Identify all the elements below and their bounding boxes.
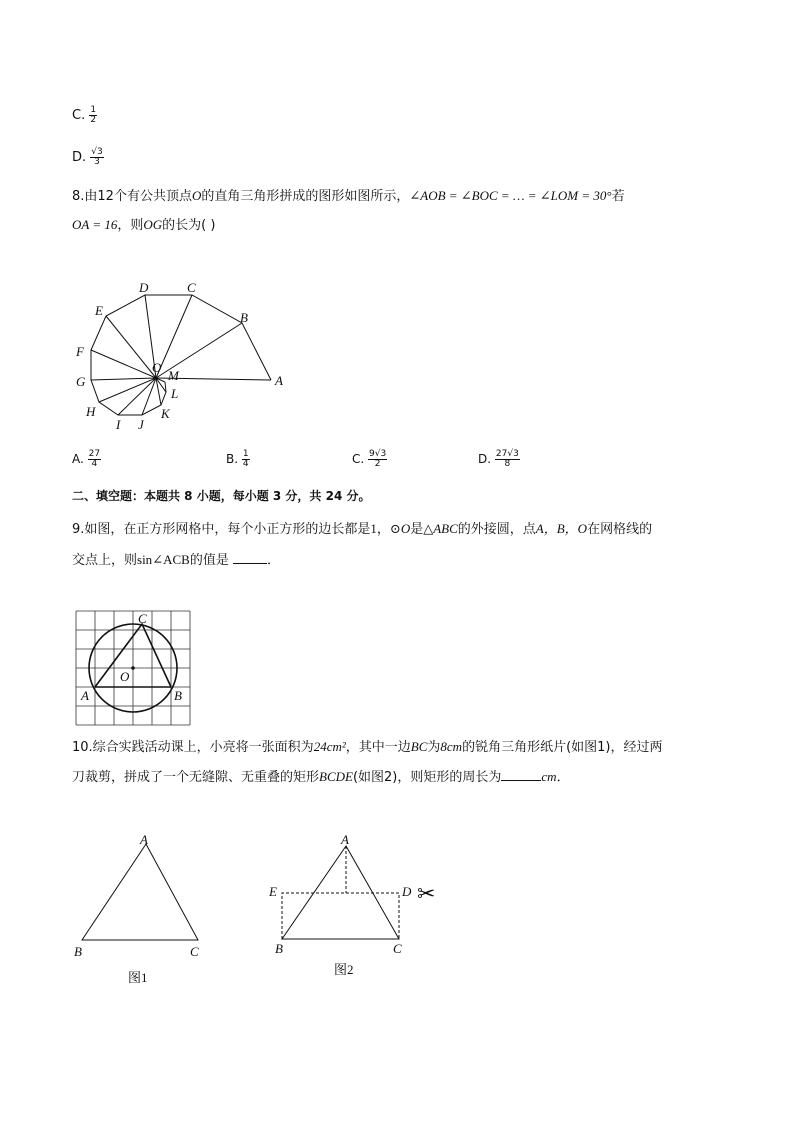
- point-label-a: A: [275, 373, 283, 388]
- figure-caption: 图2: [334, 962, 354, 977]
- q8-option-d: D. $\frac{27√3}{8}$: [478, 449, 519, 469]
- q9-question-line1: 9.如图，在正方形网格中，每个小正方形的边长都是1，⊙O是△ABC的外接圆，点A，B，O在网格线的: [72, 521, 653, 537]
- point-label-b: B: [74, 944, 82, 959]
- ray-og: [91, 378, 156, 380]
- point-label-a: A: [341, 832, 349, 847]
- fraction: $\frac{1}{4}$: [242, 449, 249, 469]
- point-label-d: D: [139, 280, 149, 295]
- q10-question-line1: 10.综合实践活动课上，小亮将一张面积为24cm²，其中一边BC为8cm的锐角三角形纸片(如图1)，经过两: [72, 739, 663, 755]
- figure-caption: 图1: [128, 970, 148, 985]
- q8-question-line2: OA = 16，则OG的长为( ): [72, 217, 216, 233]
- point-label-b: B: [174, 688, 182, 703]
- answer-blank[interactable]: [233, 551, 267, 564]
- option-label: C.: [72, 108, 86, 123]
- section-heading: 二、填空题：本题共 8 小题，每小题 3 分，共 24 分。: [72, 489, 371, 503]
- point-label-b: B: [240, 310, 248, 325]
- ray-oe: [106, 316, 156, 378]
- point-label-j: J: [138, 417, 144, 432]
- point-label-o: O: [120, 669, 130, 684]
- point-label-m: M: [168, 368, 179, 383]
- point-label-h: H: [86, 404, 96, 419]
- fraction: $\frac{27√3}{8}$: [495, 449, 519, 469]
- point-label-c: C: [138, 611, 147, 626]
- option-label: D.: [72, 150, 87, 165]
- q10-figure-2: [265, 826, 455, 986]
- ray-oi: [118, 378, 156, 415]
- q8-option-a: A. $\frac{27}{4}$: [72, 449, 101, 469]
- point-label-o: O: [152, 360, 162, 375]
- ray-oh: [99, 378, 156, 402]
- q8-spiral-figure: [60, 270, 300, 440]
- rectangle-bcde: [282, 893, 399, 939]
- q8-option-b: B. $\frac{1}{4}$: [226, 449, 249, 469]
- fraction: $\frac{√3}{3}$: [91, 147, 103, 167]
- point-label-g: G: [76, 374, 86, 389]
- q8-option-c: C. $\frac{9√3}{2}$: [352, 449, 387, 469]
- point-label-l: L: [171, 386, 179, 401]
- ray-oc: [156, 295, 192, 378]
- point-label-e: E: [95, 303, 103, 318]
- point-label-c: C: [190, 944, 199, 959]
- ray-of: [91, 350, 156, 378]
- q10-question-line2: 刀裁剪，拼成了一个无缝隙、无重叠的矩形BCDE(如图2)，则矩形的周长为 cm．: [72, 769, 570, 785]
- fraction: $\frac{9√3}{2}$: [369, 449, 387, 469]
- q7-option-d: [72, 148, 104, 167]
- fraction: $\frac{27}{4}$: [88, 449, 101, 469]
- point-label-e: E: [269, 884, 277, 899]
- q10-figure-1: [70, 832, 220, 992]
- q7-option-c: [72, 106, 97, 125]
- fraction: $\frac{1}{2}$: [90, 105, 97, 125]
- triangle-abc: [82, 844, 198, 940]
- scissors-icon: ✂: [417, 881, 436, 906]
- q9-grid-figure: [70, 605, 200, 730]
- point-label-i: I: [116, 417, 121, 432]
- point-label-f: F: [76, 344, 84, 359]
- point-label-a: A: [140, 832, 148, 847]
- answer-blank[interactable]: [501, 768, 541, 781]
- point-label-c: C: [393, 941, 402, 956]
- point-label-c: C: [187, 280, 196, 295]
- point-label-a: A: [81, 688, 89, 703]
- q8-question-line1: 8.由12个有公共顶点O的直角三角形拼成的图形如图所示，∠AOB = ∠BOC = … = ∠LOM = 30°若: [72, 188, 625, 204]
- point-label-b: B: [275, 941, 283, 956]
- q9-question-line2: 交点上，则sin∠ACB的值是 ．: [72, 552, 280, 568]
- point-label-d: D: [402, 884, 412, 899]
- point-label-k: K: [161, 406, 170, 421]
- center-point: [131, 666, 135, 670]
